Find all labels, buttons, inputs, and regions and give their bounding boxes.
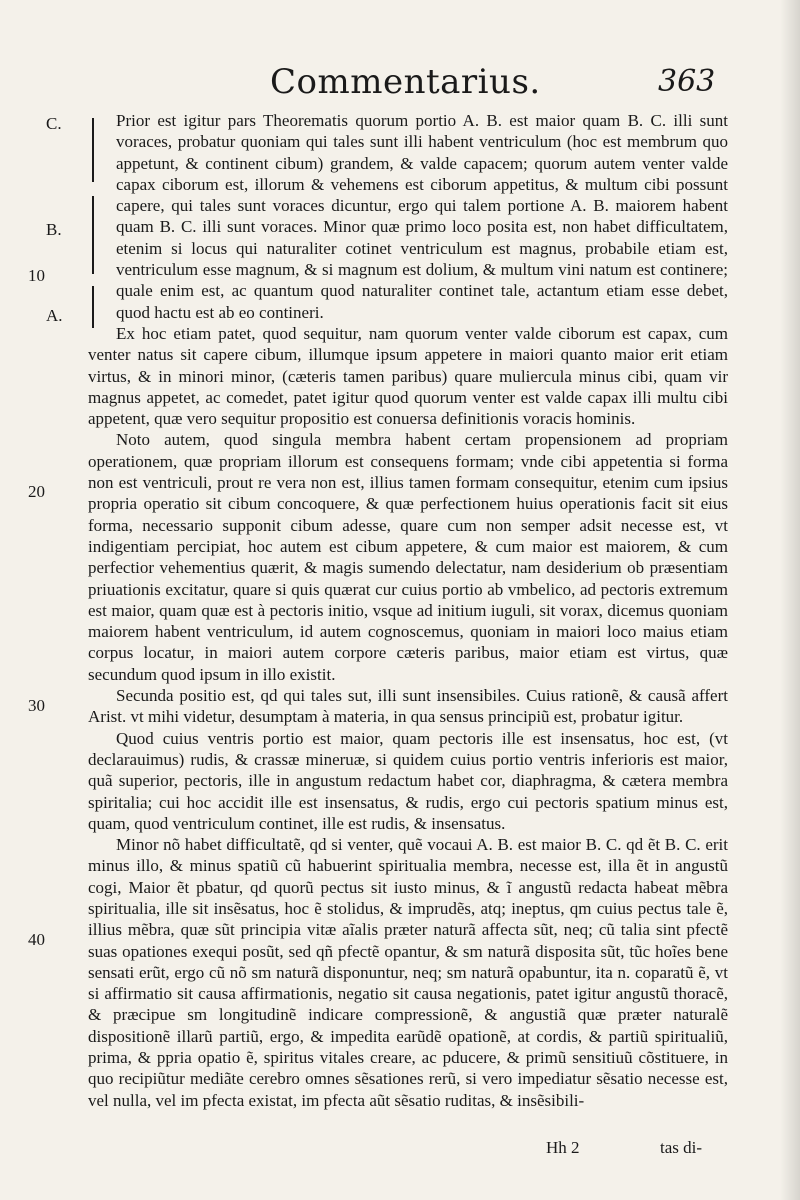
page-header	[240, 62, 740, 112]
line-number-10: 10	[28, 266, 45, 285]
margin-letter-a: A.	[46, 306, 63, 325]
margin-letter-b: B.	[46, 220, 62, 239]
page-number: 363	[658, 64, 716, 99]
page-edge-shadow	[780, 0, 800, 1200]
signature-mark: Hh 2	[546, 1138, 580, 1157]
line-number-20: 20	[28, 482, 45, 501]
paragraph: Prior est igitur pars Theorematis quorum portio A. B. est maior quam B. C. illi sunt voraces, probatur quoniam qui tales sunt illi habent ventriculum (hoc est membrum quo appetunt, & continent cibum) grandem, & valde capacem; quorum autem venter valde capax ciborum est, illorum & vehemens est ciborum appetitus, & multum cibi possunt capere, qui tales sunt voraces dicuntur, ergo qui talem portione A. B. maiorem habent quam B. C. illi sunt voraces. Minor quæ primo loco posita est, non habet difficultatem, etenim si locus qui naturaliter cotinet ventriculum est magnus, probabile etiam est, ventriculum esse magnum, & si magnum est dolium, & multum vini natum est continere; quale enim est, ac quantum quod naturaliter continet tale, actantum etiam esse debet, quod hactu est ab eo contineri.	[116, 111, 728, 322]
paragraph: Minor nõ habet difficultatẽ, qd si venter, quẽ vocaui A. B. est maior B. C. qd ẽt B. C. erit minus illo, & minus spatiũ cũ habuerint spiritualia membra, necesse est, illa ẽt in angustũ cogi, Maior ẽt pbatur, qd quorũ pectus sit iusto minus, & ĩ angustũ redacta habeat mẽbra spiritualia, ille sit insẽsatus, hoc ẽ stolidus, & imprudẽs, atq; ineptus, qm cuius pectus tale ẽ, illius mẽbra, quæ sũt principia vitæ aĩalis præter naturã affecta sũt, neq; cũ talia sint pfectẽ suas opationes exequi posũt, sed qñ pfectẽ opantur, & sm naturã disposita sũt, tũc hoĩes bene sensati erũt, ergo cũ nõ sm naturã disponuntur, neq; sm naturã opabuntur, ita n. coparatũ ẽ, vt si affirmatio sit causa affirmationis, negatio sit causa negationis, patet igitur angustũ thoracẽ, & præcipue sm longitudinẽ indicare compressionẽ, & angustiã quæ præter naturalẽ dispositionẽ illarũ partiũ, ergo, & impedita earũdẽ opationẽ, at cordis, & partiũ spiritualiũ, prima, & ppria opatio ẽ, spiritus vitales creare, ac pducere, & primũ sensitiuũ cõstituere, in quo recipiũtur mediãte cerebro omnes sẽsationes rerũ, si vero impediatur sẽsatio necesse est, vel nulla, vel im pfecta existat, im pfecta aũt sẽsatio ruditas, & insẽsibili-	[88, 835, 728, 1110]
page-footer	[500, 1138, 800, 1168]
paragraph: Noto autem, quod singula membra habent certam propensionem ad propriam operationem, quæ propriam illorum est consequens formam; vnde cibi appetentia si forma non est ventriculi, prout re vera non est, illius tamen formam consequitur, etenim cum ipsius propria operatio sit cibum concoquere, & quæ perfectionem huius operationis facit sit eius forma, necessario supponit cibum adesse, quare cum non semper adsit necesse est, vt indigentiam percipiat, hoc autem est cibum appetere, & cum maior est maiorem, & cum perfectior vehementius quærit, & magis sumendo delectatur, nam desiderium ob præsentiam priuationis excitatur, quare si quis quærat cur cuius portio ab vmbelico, ad pectoris extremum est maior, quam quæ est à pectoris initio, vsque ad initium iuguli, sit vorax, dicemus quoniam maiorem habent ventriculum, id autem cognoscemus, quoniam in maiori loco maius etiam corpus locatur, in maiori autem corpore cæteris paribus, maior etiam est virtus, quæ secundum quod ipsum in illo existit.	[88, 430, 728, 684]
paragraph: Secunda positio est, qd qui tales sut, illi sunt insensibiles. Cuius rationẽ, & causã affert Arist. vt mihi videtur, desumptam à materia, in qua sensus principiũ est, probatur igitur.	[88, 686, 728, 727]
paragraph: Quod cuius ventris portio est maior, quam pectoris ille est insensatus, hoc est, (vt declarauimus) rudis, & crassæ mineruæ, si quidem cuius portio ventris inferioris est maior, quã superior, pectoris, ille in angustum redactum habet cor, diaphragma, & cætera membra spiritalia; cui hoc accidit ille est insensatus, & rudis, ergo cui pectoris spatium minus est, quam, quod ventriculum continet, ille est rudis, & insensatus.	[88, 728, 728, 833]
paragraph: Ex hoc etiam patet, quod sequitur, nam quorum venter valde ciborum est capax, cum venter natus sit capere cibum, illumque ipsum appetere in maiori quanto maior erit etiam virtus, & in minori minor, (cæteris tamen paribus) quare muliercula minus cibi, quam vir magnus appetet, ac comedet, patet igitur quod quorum venter est valde capax illi multu cibi appetent, quæ vero sequitur propositio est conuersa definitionis voracis hominis.	[88, 323, 728, 429]
body-text	[88, 110, 728, 1111]
line-number-40: 40	[28, 930, 45, 949]
catchword: tas di-	[660, 1138, 703, 1157]
line-number-30: 30	[28, 696, 45, 715]
margin-letter-c: C.	[46, 114, 62, 133]
running-head: Commentarius.	[270, 62, 541, 102]
